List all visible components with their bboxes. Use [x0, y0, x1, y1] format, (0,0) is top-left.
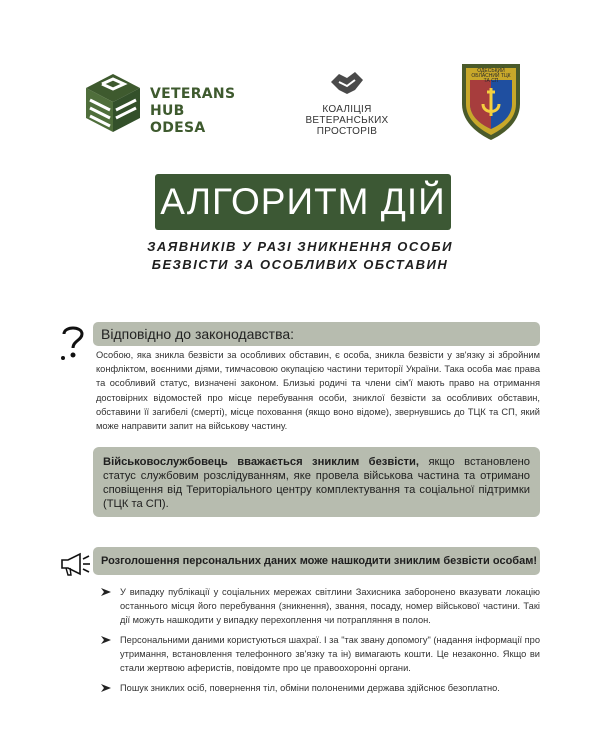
- privacy-bullets: [100, 585, 540, 701]
- coalition-logo: [292, 68, 402, 143]
- veterans-hub-line2: HUB ODESA: [150, 103, 206, 136]
- subtitle-line1: ЗАЯВНИКІВ У РАЗІ ЗНИКНЕННЯ ОСОБИ: [147, 239, 453, 254]
- bullet-text: Пошук зниклих осіб, повернення тіл, обміни полоненими держава здійснює безоплатно.: [120, 683, 500, 693]
- arrow-bullet-icon: [100, 635, 112, 645]
- missing-status-text: якщо встановлено статус службовим розслідуванням, яке провела військова частина та отримано сповіщення від Територіального центру комплектування та соціальної підтримки (ТЦК та СП).: [103, 456, 531, 510]
- list-item: [100, 585, 540, 627]
- question-icon: [58, 322, 88, 360]
- coalition-wordmark: [292, 104, 402, 137]
- privacy-warning-header: Розголошення персональних даних може нашкодити зниклим безвісти особам!: [93, 547, 540, 575]
- veterans-hub-cube-icon: [80, 70, 146, 136]
- list-item: [100, 681, 540, 695]
- arrow-bullet-icon: [100, 587, 112, 597]
- coalition-line3: ПРОСТОРІВ: [316, 126, 378, 137]
- list-item: [100, 633, 540, 675]
- page-title: АЛГОРИТМ ДІЙ: [155, 174, 451, 230]
- megaphone-icon: [58, 551, 92, 577]
- bullet-text: У випадку публікації у соціальних мережах світлини Захисника заборонено вказувати локацію останнього місця його перебування (зникнення), звання, посаду, номер військової частини. Такі дії можуть нашкодити у випадку перехоплення чи потрапляння в полон.: [120, 587, 540, 625]
- veterans-hub-logo: [80, 70, 240, 136]
- bullet-text: Персональними даними користуються шахраї. І за "так звану допомогу" (надання інформації про утримання, встановлення телефонного зв'язку та ін) вимагають кошти. Це незаконно. Якщо ви стали жертвою аферистів, повідомте про це правоохоронні органи.: [120, 635, 540, 673]
- coalition-line2: ВЕТЕРАНСЬКИХ: [305, 115, 389, 126]
- handshake-icon: [327, 68, 367, 98]
- legislation-body: Особою, яка зникла безвісти за особливих обставин, є особа, зникла безвісти у зв'язку зі збройним конфліктом, воєнними діями, тимчасовою окупацією частини території України. Така особа має права та особливий статус, визначені законом. Близькі родичі та члени сім'ї мають право на отримання достовірних відомостей про місце перебування особи, зниклої безвісти за особливих обставин, обставини її загибелі (смерті), місце поховання (якщо воно відоме), звернувшись до ТЦК та СП, який може направити запит на військову частину.: [96, 350, 540, 432]
- tck-shield-logo: [458, 60, 524, 142]
- shield-text: ОДЕСЬКИЙ ОБЛАСНИЙ ТЦК ТА СП: [471, 68, 511, 84]
- veterans-hub-wordmark: [150, 86, 240, 137]
- arrow-bullet-icon: [100, 683, 112, 693]
- legislation-header: Відповідно до законодавства:: [93, 322, 540, 346]
- missing-status-bold: Військовослужбовець вважається зниклим безвісти,: [103, 456, 420, 468]
- subtitle-line2: БЕЗВІСТИ ЗА ОСОБЛИВИХ ОБСТАВИН: [151, 257, 449, 272]
- page-subtitle: [100, 238, 500, 274]
- veterans-hub-line1: VETERANS: [150, 86, 236, 102]
- coalition-line1: КОАЛІЦІЯ: [322, 104, 372, 115]
- missing-status-box: [93, 447, 540, 517]
